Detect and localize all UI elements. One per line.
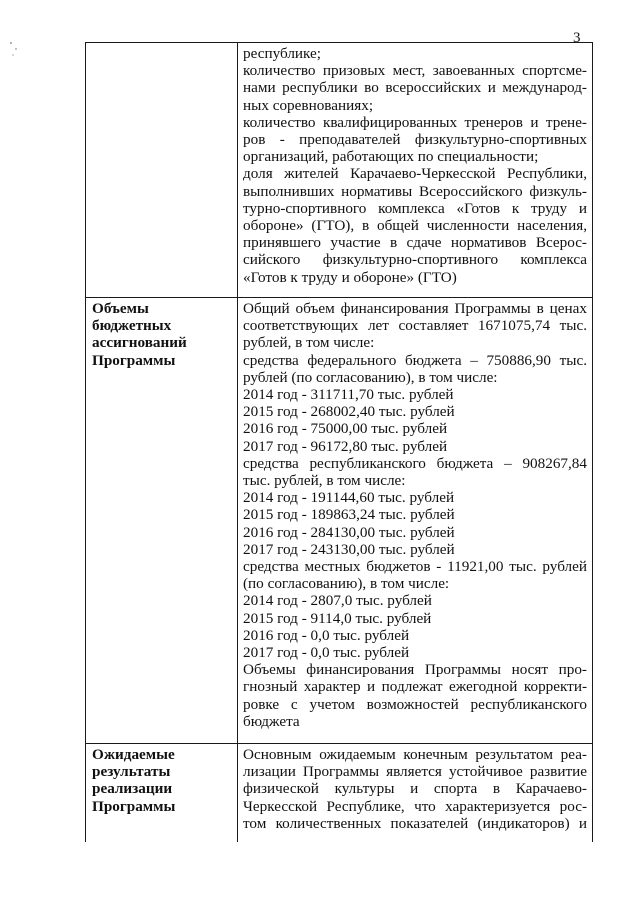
row-label-cell [86,744,238,843]
row-content-line: турно-спортивного комплекса «Готов к труду и [243,199,587,217]
row-content-line: выполнивших нормативы Всероссийского физкуль- [243,182,587,200]
row-content-line: бюджета [243,712,300,730]
row-content-line: Общий объем финансирования Программы в ценах [243,300,587,317]
row-content-line: средства местных бюджетов - 11921,00 тыс. рублей [243,558,587,576]
row-content-line: количество призовых мест, завоеванных спортсме- [243,62,587,80]
row-content-line: доля жителей Карачаево-Черкесской Республики, [243,165,587,183]
row-content-cell [238,298,593,744]
row-content-line: физической культуры и спорта в Карачаево- [243,780,587,798]
row-content-line: «Готов к труду и обороне» (ГТО) [243,268,457,286]
row-content-line: ных соревнованиях; [243,96,374,114]
row-content-line: 2017 год - 96172,80 тыс. рублей [243,437,448,455]
passport-table [85,42,593,842]
row-label-line: результаты [92,763,171,781]
row-content-line: нами республики во всероссийских и международ- [243,79,587,97]
row-label-line: Программы [92,797,176,815]
row-content-line: 2015 год - 189863,24 тыс. рублей [243,506,455,524]
row-content-line: 2017 год - 243130,00 тыс. рублей [243,540,455,558]
row-label-cell [86,298,238,744]
row-label-line: бюджетных [92,317,172,335]
row-content-line: тыс. рублей, в том числе: [243,472,406,490]
page-number: 3 [573,30,581,46]
row-label-cell [86,43,238,298]
row-content-cell [238,744,593,843]
row-content-line: средства республиканского бюджета – 908267,84 [243,454,587,472]
row-content-line: 2015 год - 9114,0 тыс. рублей [243,609,432,627]
table-row-indicators [86,43,593,298]
row-content-line: рублей (по согласованию), в том числе: [243,368,498,386]
row-content-line: средства федерального бюджета – 750886,90 тыс. [243,351,587,369]
row-content-line: 2014 год - 2807,0 тыс. рублей [243,592,432,610]
row-content-line: 2016 год - 75000,00 тыс. рублей [243,420,448,438]
row-content-line: ров - преподавателей физкультурно-спортивных [243,131,587,149]
row-content-line: Объемы финансирования Программы носят про- [243,661,587,679]
row-label-line: ассигнований [92,334,187,352]
row-content-line: рублей, в том числе: [243,334,375,352]
row-content-line: сийского физкультурно-спортивного комплекса [243,251,587,269]
scan-speck-marks [8,40,22,60]
row-content-line: том количественных показателей (индикаторов) и [243,814,587,832]
row-label-line: Программы [92,351,176,369]
row-content-line: организаций, работающих по специальности; [243,148,539,166]
row-content-line: (по согласованию), в том числе: [243,575,450,593]
row-content-line: соответствующих лет составляет 1671075,74 тыс. [243,317,587,335]
row-content-line: принявшего участие в сдаче нормативов Всерос- [243,234,587,252]
row-content-line: 2016 год - 284130,00 тыс. рублей [243,523,455,541]
row-label-line: Ожидаемые [92,746,175,763]
row-content-line: ровке с учетом возможностей республиканского [243,695,587,713]
row-content-line: 2014 год - 311711,70 тыс. рублей [243,386,454,404]
row-content-line: 2014 год - 191144,60 тыс. рублей [243,489,455,507]
row-content-line: 2015 год - 268002,40 тыс. рублей [243,403,455,421]
row-content-line: обороне» (ГТО), в общей численности населения, [243,217,587,235]
row-content-line: республике; [243,45,321,62]
row-content-line: Черкесской Республике, что характеризуется рос- [243,797,587,815]
table-row-budget-allocations [86,298,593,744]
row-content-line: 2017 год - 0,0 тыс. рублей [243,644,410,662]
row-content-line: 2016 год - 0,0 тыс. рублей [243,626,410,644]
row-label-line: Объемы [92,300,149,317]
row-content-line: количество квалифицированных тренеров и трене- [243,113,587,131]
table-row-expected-results [86,744,593,843]
row-content-line: лизации Программы является устойчивое развитие [243,763,587,781]
row-content-cell [238,43,593,298]
row-content-line: гнозный характер и подлежат ежегодной корректи- [243,678,587,696]
row-label-line: реализации [92,780,173,798]
row-content-line: Основным ожидаемым конечным результатом реа- [243,746,587,763]
